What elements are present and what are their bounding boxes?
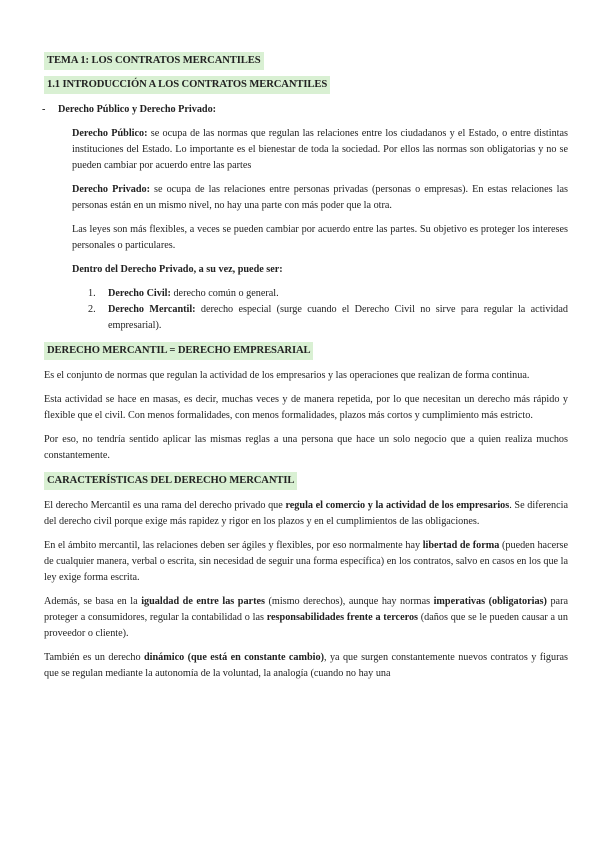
dentro-text: Dentro del Derecho Privado, a su vez, puede ser: bbox=[72, 264, 283, 275]
list-item bbox=[72, 302, 568, 334]
text-run: . Se diferencia del derecho civil porque exige más rapidez y rigor en los plazos y en el cumplimientos de las obligaciones. bbox=[44, 500, 568, 527]
text-run: Además, se basa en la bbox=[44, 596, 142, 607]
term-derecho-privado: Derecho Privado: bbox=[72, 184, 150, 195]
list-item bbox=[72, 286, 568, 302]
paragraph-caracteristicas-2 bbox=[44, 538, 568, 586]
text-run: (pueden hacerse de cualquier manera, verbal o escrita, sin necesidad de seguir una forma específica) en los contratos, salvo en casos en los que la ley exige forma escrita. bbox=[44, 540, 568, 583]
bold-run: regula el comercio y la actividad de los empresarios bbox=[285, 500, 510, 511]
paragraph-leyes: Las leyes son más flexibles, a veces se pueden cambiar por acuerdo entre las partes. Su objetivo es proteger los intereses personales o particulares. bbox=[72, 224, 568, 251]
paragraph-derecho-publico bbox=[72, 126, 568, 174]
bold-run: dinámico (que está en constante cambio) bbox=[144, 652, 324, 663]
mercantil-highlight: DERECHO MERCANTIL = DERECHO EMPRESARIAL bbox=[44, 342, 313, 360]
paragraph-derecho-privado bbox=[72, 182, 568, 214]
paragraph-mercantil-3: Por eso, no tendría sentido aplicar las mismas reglas a una persona que hace un solo negocio que a quien realiza muchos constantemente. bbox=[44, 434, 568, 461]
list-text: derecho común o general. bbox=[170, 288, 279, 299]
text-run: (daños que se le pueden causar a un proveedor o cliente). bbox=[44, 612, 568, 639]
bold-run: igualdad de entre las partes bbox=[141, 596, 265, 607]
bold-run: libertad de forma bbox=[422, 540, 500, 551]
dash-list-item bbox=[44, 102, 568, 118]
text-run: En el ámbito mercantil, las relaciones deben ser ágiles y flexibles, por eso normalmente hay bbox=[44, 540, 423, 551]
text-run: (mismo derechos), aunque hay normas bbox=[264, 596, 434, 607]
document-title bbox=[44, 52, 568, 70]
indented-block bbox=[44, 126, 568, 334]
list-number: 2. bbox=[88, 304, 96, 315]
section-heading-intro bbox=[44, 76, 568, 94]
text-run: El derecho Mercantil es una rama del derecho privado que bbox=[44, 500, 286, 511]
bold-run: imperativas (obligatorias) bbox=[433, 596, 547, 607]
list-number: 1. bbox=[88, 288, 96, 299]
list-term: Derecho Mercantil: bbox=[108, 304, 196, 315]
list-text: derecho especial (surge cuando el Derecho Civil no sirve para regular la actividad empresarial). bbox=[108, 304, 568, 331]
paragraph-mercantil-2: Esta actividad se hace en masas, es decir, muchas veces y de manera repetida, por lo que necesitan un derecho más rápido y flexible que el civil. Con menos formalidades, con menos formalidades, plazos más cortos y cumplimiento más estricto. bbox=[44, 394, 568, 421]
paragraph-caracteristicas-3 bbox=[44, 594, 568, 642]
text-derecho-privado: se ocupa de las relaciones entre personas privadas (personas o empresas). En estas relaciones las personas están en un mismo nivel, no hay una parte con más poder que la otra. bbox=[72, 184, 568, 211]
bold-run: responsabilidades frente a terceros bbox=[266, 612, 418, 623]
term-derecho-publico: Derecho Público: bbox=[72, 128, 148, 139]
paragraph-caracteristicas-4 bbox=[44, 650, 568, 682]
text-run: para proteger a consumidores, regular la contabilidad o las bbox=[44, 596, 568, 623]
text-derecho-publico: se ocupa de las normas que regulan las relaciones entre los ciudadanos y el Estado, o entre distintas instituciones del Estado. Lo importante es el bienestar de toda la sociedad. Por ellos las normas son obligatorias y no se pueden cambiar por acuerdo entre las partes bbox=[72, 128, 569, 171]
list-term: Derecho Civil: bbox=[108, 288, 171, 299]
caracteristicas-highlight: CARACTERÍSTICAS DEL DERECHO MERCANTIL bbox=[44, 472, 297, 490]
text-run: También es un derecho bbox=[44, 652, 145, 663]
section-heading-mercantil bbox=[44, 342, 568, 360]
dash-item-text: Derecho Público y Derecho Privado: bbox=[58, 104, 217, 115]
text-run: , ya que surgen constantemente nuevos contratos y figuras que se regulan mediante la autonomía de la voluntad, la analogía (cuando no hay una bbox=[44, 652, 568, 679]
paragraph-caracteristicas-1 bbox=[44, 498, 568, 530]
dash-bullet: - bbox=[42, 104, 46, 115]
numbered-list bbox=[72, 286, 568, 334]
title-highlight: TEMA 1: LOS CONTRATOS MERCANTILES bbox=[44, 52, 264, 70]
intro-highlight: 1.1 INTRODUCCIÓN A LOS CONTRATOS MERCANTILES bbox=[44, 76, 330, 94]
paragraph-mercantil-1: Es el conjunto de normas que regulan la actividad de los empresarios y las operaciones que realizan de forma continua. bbox=[44, 370, 530, 381]
paragraph-dentro bbox=[72, 262, 568, 278]
section-heading-caracteristicas bbox=[44, 472, 568, 490]
